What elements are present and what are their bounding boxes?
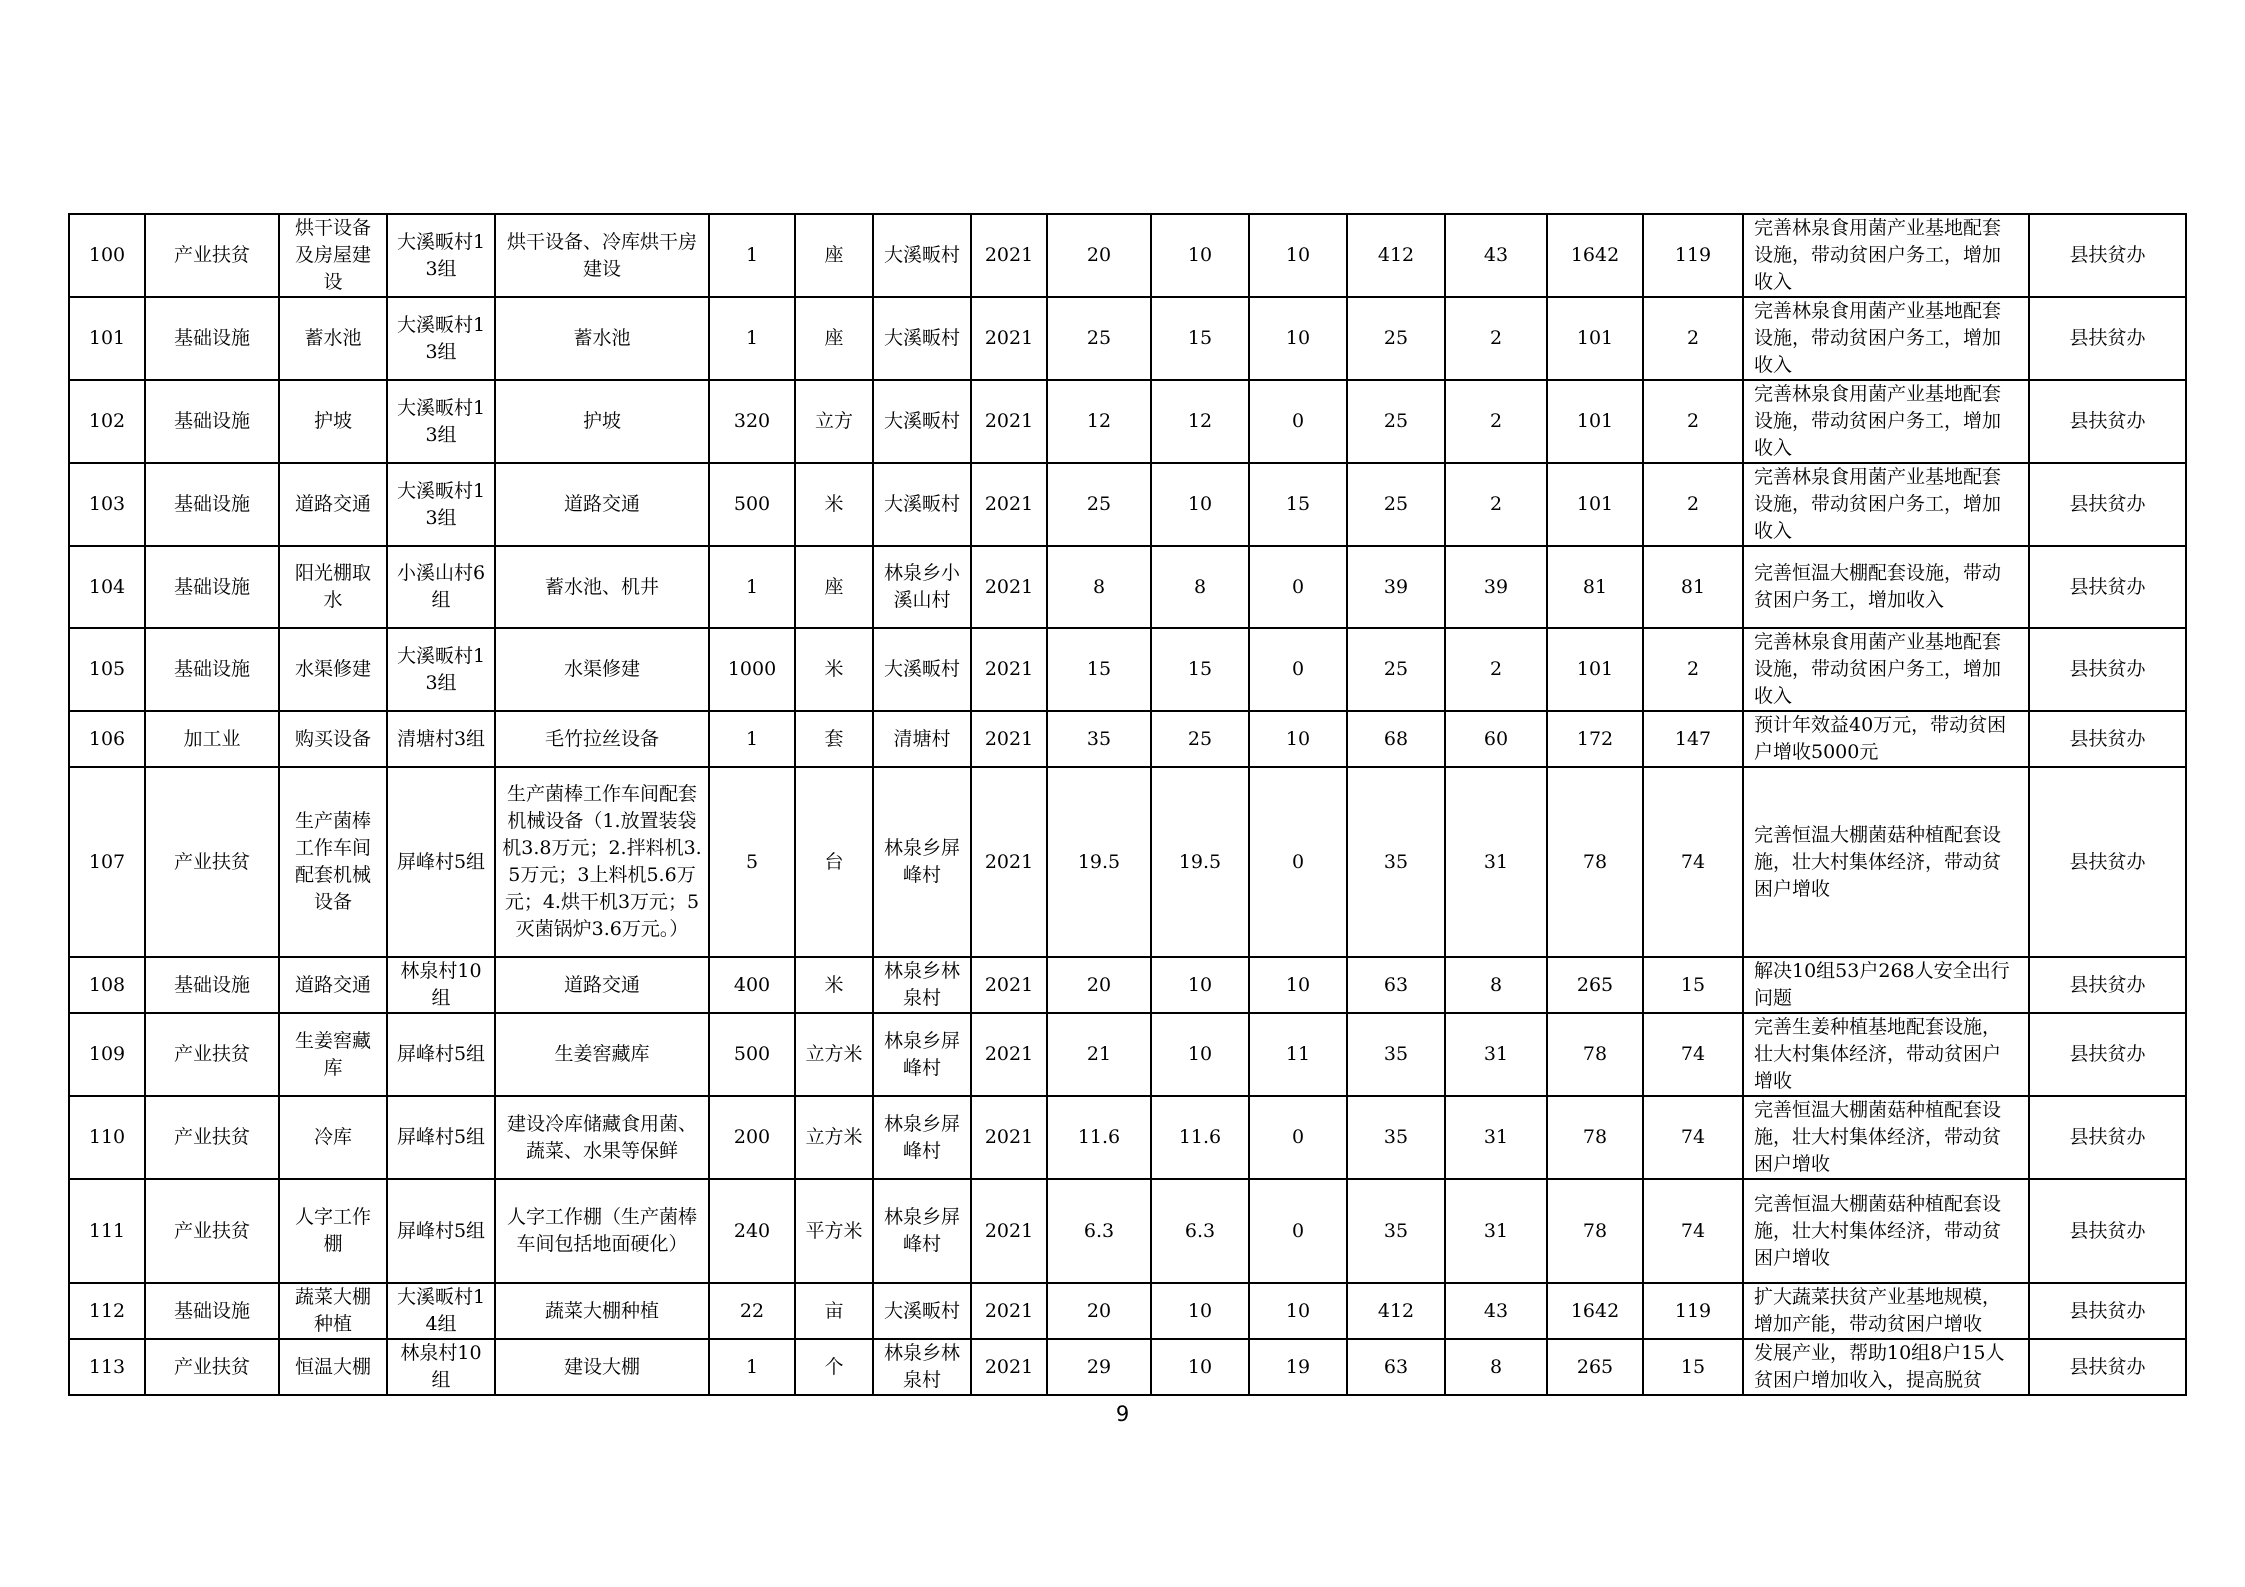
cell-unit: 平方米 [795,1179,873,1283]
cell-year: 2021 [971,957,1047,1013]
cell-poor-population: 74 [1643,1179,1743,1283]
cell-fund-a: 10 [1151,1283,1249,1339]
cell-project-name: 人字工作棚 [279,1179,387,1283]
cell-year: 2021 [971,546,1047,628]
cell-implementation-site: 林泉乡屏峰村 [873,1179,971,1283]
cell-responsible-unit: 县扶贫办 [2029,711,2186,767]
cell-quantity: 1000 [709,628,795,711]
project-table [68,213,2187,1396]
cell-quantity: 240 [709,1179,795,1283]
cell-fund-a: 10 [1151,1013,1249,1096]
cell-beneficiary-households: 35 [1347,767,1445,957]
cell-beneficiary-population: 1642 [1547,1283,1643,1339]
cell-responsible-unit: 县扶贫办 [2029,628,2186,711]
cell-implementation-site: 林泉乡屏峰村 [873,767,971,957]
cell-responsible-unit: 县扶贫办 [2029,546,2186,628]
cell-fund-a: 25 [1151,711,1249,767]
cell-construction-content: 生姜窖藏库 [495,1013,709,1096]
cell-poor-population: 147 [1643,711,1743,767]
cell-year: 2021 [971,297,1047,380]
cell-benefit-mechanism: 完善林泉食用菌产业基地配套设施，带动贫困户务工，增加收入 [1743,463,2029,546]
cell-category: 产业扶贫 [145,767,279,957]
cell-responsible-unit: 县扶贫办 [2029,1179,2186,1283]
cell-project-no: 108 [69,957,145,1013]
cell-unit: 个 [795,1339,873,1395]
cell-implementation-site: 大溪畈村 [873,628,971,711]
cell-construction-content: 道路交通 [495,463,709,546]
cell-fund-b: 0 [1249,1179,1347,1283]
table-row [69,1013,2186,1096]
cell-responsible-unit: 县扶贫办 [2029,214,2186,297]
cell-fund-a: 10 [1151,1339,1249,1395]
cell-project-no: 101 [69,297,145,380]
cell-location: 屏峰村5组 [387,767,495,957]
cell-quantity: 1 [709,297,795,380]
cell-construction-content: 毛竹拉丝设备 [495,711,709,767]
cell-poor-households: 43 [1445,1283,1547,1339]
cell-project-no: 112 [69,1283,145,1339]
cell-poor-population: 74 [1643,767,1743,957]
cell-unit: 立方 [795,380,873,463]
table-row [69,380,2186,463]
table-row [69,1096,2186,1179]
cell-implementation-site: 大溪畈村 [873,297,971,380]
cell-implementation-site: 林泉乡林泉村 [873,957,971,1013]
cell-fund-a: 8 [1151,546,1249,628]
cell-poor-households: 43 [1445,214,1547,297]
cell-unit: 座 [795,297,873,380]
cell-benefit-mechanism: 完善恒温大棚配套设施，带动贫困户务工，增加收入 [1743,546,2029,628]
cell-implementation-site: 大溪畈村 [873,214,971,297]
cell-category: 产业扶贫 [145,1339,279,1395]
cell-project-name: 道路交通 [279,463,387,546]
cell-project-no: 111 [69,1179,145,1283]
table-row [69,1283,2186,1339]
cell-poor-households: 2 [1445,380,1547,463]
cell-benefit-mechanism: 完善恒温大棚菌菇种植配套设施，壮大村集体经济，带动贫困户增收 [1743,767,2029,957]
cell-project-no: 103 [69,463,145,546]
cell-project-no: 106 [69,711,145,767]
cell-poor-households: 2 [1445,628,1547,711]
table-row [69,628,2186,711]
cell-fund-a: 6.3 [1151,1179,1249,1283]
cell-year: 2021 [971,628,1047,711]
cell-project-no: 104 [69,546,145,628]
cell-implementation-site: 清塘村 [873,711,971,767]
cell-year: 2021 [971,1179,1047,1283]
cell-category: 产业扶贫 [145,1096,279,1179]
cell-category: 基础设施 [145,628,279,711]
cell-beneficiary-households: 25 [1347,297,1445,380]
cell-poor-population: 119 [1643,1283,1743,1339]
cell-location: 清塘村3组 [387,711,495,767]
cell-total-investment: 8 [1047,546,1151,628]
cell-poor-population: 2 [1643,463,1743,546]
cell-implementation-site: 林泉乡小溪山村 [873,546,971,628]
cell-quantity: 500 [709,1013,795,1096]
cell-total-investment: 20 [1047,1283,1151,1339]
cell-quantity: 200 [709,1096,795,1179]
cell-project-name: 恒温大棚 [279,1339,387,1395]
cell-poor-households: 8 [1445,957,1547,1013]
table-row [69,214,2186,297]
cell-category: 基础设施 [145,957,279,1013]
cell-beneficiary-population: 265 [1547,1339,1643,1395]
table-body [69,214,2186,1395]
cell-benefit-mechanism: 完善林泉食用菌产业基地配套设施，带动贫困户务工，增加收入 [1743,380,2029,463]
cell-unit: 套 [795,711,873,767]
cell-construction-content: 蓄水池 [495,297,709,380]
cell-responsible-unit: 县扶贫办 [2029,1096,2186,1179]
cell-beneficiary-population: 101 [1547,297,1643,380]
cell-construction-content: 道路交通 [495,957,709,1013]
cell-location: 大溪畈村13组 [387,214,495,297]
cell-quantity: 1 [709,214,795,297]
cell-location: 屏峰村5组 [387,1013,495,1096]
cell-category: 基础设施 [145,463,279,546]
cell-implementation-site: 林泉乡屏峰村 [873,1096,971,1179]
cell-poor-population: 2 [1643,628,1743,711]
cell-responsible-unit: 县扶贫办 [2029,463,2186,546]
cell-responsible-unit: 县扶贫办 [2029,1283,2186,1339]
cell-quantity: 5 [709,767,795,957]
cell-quantity: 500 [709,463,795,546]
cell-beneficiary-households: 25 [1347,628,1445,711]
cell-beneficiary-population: 101 [1547,380,1643,463]
cell-beneficiary-households: 68 [1347,711,1445,767]
cell-fund-b: 11 [1249,1013,1347,1096]
cell-total-investment: 20 [1047,957,1151,1013]
cell-poor-population: 119 [1643,214,1743,297]
cell-beneficiary-population: 265 [1547,957,1643,1013]
cell-beneficiary-households: 35 [1347,1179,1445,1283]
cell-total-investment: 15 [1047,628,1151,711]
cell-poor-population: 2 [1643,380,1743,463]
cell-poor-population: 74 [1643,1013,1743,1096]
cell-benefit-mechanism: 完善林泉食用菌产业基地配套设施，带动贫困户务工，增加收入 [1743,214,2029,297]
cell-poor-population: 2 [1643,297,1743,380]
cell-construction-content: 烘干设备、冷库烘干房建设 [495,214,709,297]
cell-total-investment: 29 [1047,1339,1151,1395]
table-row [69,1179,2186,1283]
cell-unit: 座 [795,546,873,628]
cell-total-investment: 6.3 [1047,1179,1151,1283]
cell-fund-a: 10 [1151,214,1249,297]
cell-beneficiary-households: 25 [1347,380,1445,463]
cell-fund-b: 10 [1249,957,1347,1013]
cell-implementation-site: 大溪畈村 [873,380,971,463]
cell-project-no: 110 [69,1096,145,1179]
cell-construction-content: 蔬菜大棚种植 [495,1283,709,1339]
cell-benefit-mechanism: 完善生姜种植基地配套设施，壮大村集体经济，带动贫困户增收 [1743,1013,2029,1096]
cell-unit: 米 [795,463,873,546]
cell-location: 林泉村10组 [387,1339,495,1395]
cell-fund-b: 0 [1249,1096,1347,1179]
cell-construction-content: 护坡 [495,380,709,463]
cell-beneficiary-population: 1642 [1547,214,1643,297]
cell-beneficiary-households: 63 [1347,957,1445,1013]
cell-fund-a: 19.5 [1151,767,1249,957]
cell-total-investment: 35 [1047,711,1151,767]
cell-beneficiary-households: 35 [1347,1013,1445,1096]
cell-fund-b: 0 [1249,628,1347,711]
cell-project-name: 冷库 [279,1096,387,1179]
cell-fund-a: 15 [1151,628,1249,711]
cell-unit: 立方米 [795,1013,873,1096]
cell-total-investment: 25 [1047,297,1151,380]
cell-year: 2021 [971,767,1047,957]
cell-unit: 米 [795,957,873,1013]
cell-fund-b: 10 [1249,711,1347,767]
cell-construction-content: 人字工作棚（生产菌棒车间包括地面硬化） [495,1179,709,1283]
cell-construction-content: 建设冷库储藏食用菌、蔬菜、水果等保鲜 [495,1096,709,1179]
cell-fund-a: 15 [1151,297,1249,380]
cell-beneficiary-households: 63 [1347,1339,1445,1395]
cell-unit: 亩 [795,1283,873,1339]
cell-total-investment: 11.6 [1047,1096,1151,1179]
cell-total-investment: 12 [1047,380,1151,463]
cell-beneficiary-households: 412 [1347,1283,1445,1339]
cell-benefit-mechanism: 完善恒温大棚菌菇种植配套设施，壮大村集体经济，带动贫困户增收 [1743,1096,2029,1179]
cell-responsible-unit: 县扶贫办 [2029,767,2186,957]
cell-location: 小溪山村6组 [387,546,495,628]
cell-responsible-unit: 县扶贫办 [2029,1339,2186,1395]
cell-responsible-unit: 县扶贫办 [2029,957,2186,1013]
cell-poor-households: 31 [1445,767,1547,957]
cell-location: 屏峰村5组 [387,1096,495,1179]
cell-project-no: 102 [69,380,145,463]
cell-year: 2021 [971,1339,1047,1395]
cell-quantity: 1 [709,711,795,767]
cell-poor-households: 31 [1445,1096,1547,1179]
cell-poor-households: 2 [1445,463,1547,546]
cell-project-no: 100 [69,214,145,297]
table-row [69,767,2186,957]
cell-poor-population: 15 [1643,957,1743,1013]
cell-fund-b: 10 [1249,1283,1347,1339]
cell-unit: 米 [795,628,873,711]
cell-total-investment: 25 [1047,463,1151,546]
cell-construction-content: 建设大棚 [495,1339,709,1395]
table-row [69,297,2186,380]
cell-project-name: 购买设备 [279,711,387,767]
cell-total-investment: 21 [1047,1013,1151,1096]
cell-responsible-unit: 县扶贫办 [2029,380,2186,463]
cell-unit: 台 [795,767,873,957]
cell-poor-households: 31 [1445,1013,1547,1096]
cell-beneficiary-households: 35 [1347,1096,1445,1179]
cell-category: 产业扶贫 [145,1179,279,1283]
cell-fund-b: 15 [1249,463,1347,546]
cell-category: 加工业 [145,711,279,767]
cell-benefit-mechanism: 发展产业，帮助10组8户15人贫困户增加收入，提高脱贫 [1743,1339,2029,1395]
cell-fund-b: 10 [1249,297,1347,380]
cell-location: 大溪畈村13组 [387,463,495,546]
cell-category: 产业扶贫 [145,1013,279,1096]
cell-beneficiary-population: 78 [1547,1179,1643,1283]
cell-responsible-unit: 县扶贫办 [2029,1013,2186,1096]
table-row [69,463,2186,546]
cell-beneficiary-households: 25 [1347,463,1445,546]
table-row [69,1339,2186,1395]
cell-project-name: 护坡 [279,380,387,463]
cell-project-no: 109 [69,1013,145,1096]
cell-year: 2021 [971,1283,1047,1339]
cell-location: 大溪畈村13组 [387,380,495,463]
cell-beneficiary-population: 101 [1547,628,1643,711]
cell-responsible-unit: 县扶贫办 [2029,297,2186,380]
cell-beneficiary-households: 412 [1347,214,1445,297]
cell-construction-content: 生产菌棒工作车间配套机械设备（1.放置装袋机3.8万元；2.拌料机3.5万元；3上料机5.6万元；4.烘干机3万元；5灭菌锅炉3.6万元。） [495,767,709,957]
cell-benefit-mechanism: 完善恒温大棚菌菇种植配套设施，壮大村集体经济，带动贫困户增收 [1743,1179,2029,1283]
cell-benefit-mechanism: 扩大蔬菜扶贫产业基地规模，增加产能，带动贫困户增收 [1743,1283,2029,1339]
cell-project-name: 烘干设备及房屋建设 [279,214,387,297]
cell-year: 2021 [971,1013,1047,1096]
cell-benefit-mechanism: 完善林泉食用菌产业基地配套设施，带动贫困户务工，增加收入 [1743,628,2029,711]
cell-fund-b: 19 [1249,1339,1347,1395]
cell-location: 大溪畈村14组 [387,1283,495,1339]
cell-benefit-mechanism: 预计年效益40万元，带动贫困户增收5000元 [1743,711,2029,767]
cell-year: 2021 [971,1096,1047,1179]
table-row [69,957,2186,1013]
cell-fund-a: 10 [1151,957,1249,1013]
cell-poor-households: 2 [1445,297,1547,380]
cell-fund-b: 0 [1249,546,1347,628]
cell-location: 屏峰村5组 [387,1179,495,1283]
cell-construction-content: 蓄水池、机井 [495,546,709,628]
cell-category: 基础设施 [145,546,279,628]
cell-year: 2021 [971,463,1047,546]
cell-project-name: 蔬菜大棚种植 [279,1283,387,1339]
cell-category: 基础设施 [145,380,279,463]
cell-beneficiary-population: 172 [1547,711,1643,767]
cell-quantity: 1 [709,546,795,628]
cell-benefit-mechanism: 完善林泉食用菌产业基地配套设施，带动贫困户务工，增加收入 [1743,297,2029,380]
cell-fund-b: 0 [1249,380,1347,463]
cell-project-name: 道路交通 [279,957,387,1013]
cell-quantity: 320 [709,380,795,463]
cell-beneficiary-population: 81 [1547,546,1643,628]
cell-beneficiary-population: 78 [1547,1096,1643,1179]
cell-implementation-site: 大溪畈村 [873,463,971,546]
cell-project-no: 113 [69,1339,145,1395]
cell-project-name: 水渠修建 [279,628,387,711]
cell-construction-content: 水渠修建 [495,628,709,711]
cell-poor-households: 31 [1445,1179,1547,1283]
cell-beneficiary-population: 101 [1547,463,1643,546]
table-row [69,546,2186,628]
cell-poor-population: 81 [1643,546,1743,628]
cell-quantity: 1 [709,1339,795,1395]
cell-location: 大溪畈村13组 [387,628,495,711]
cell-project-no: 105 [69,628,145,711]
cell-beneficiary-population: 78 [1547,1013,1643,1096]
cell-location: 林泉村10组 [387,957,495,1013]
cell-category: 基础设施 [145,1283,279,1339]
cell-implementation-site: 大溪畈村 [873,1283,971,1339]
cell-poor-population: 74 [1643,1096,1743,1179]
cell-benefit-mechanism: 解决10组53户268人安全出行问题 [1743,957,2029,1013]
cell-project-name: 阳光棚取水 [279,546,387,628]
cell-total-investment: 19.5 [1047,767,1151,957]
cell-year: 2021 [971,711,1047,767]
cell-location: 大溪畈村13组 [387,297,495,380]
cell-project-name: 蓄水池 [279,297,387,380]
cell-year: 2021 [971,214,1047,297]
cell-fund-a: 10 [1151,463,1249,546]
cell-poor-population: 15 [1643,1339,1743,1395]
cell-total-investment: 20 [1047,214,1151,297]
cell-poor-households: 60 [1445,711,1547,767]
cell-beneficiary-households: 39 [1347,546,1445,628]
cell-project-name: 生产菌棒工作车间配套机械设备 [279,767,387,957]
cell-project-no: 107 [69,767,145,957]
cell-project-name: 生姜窖藏库 [279,1013,387,1096]
cell-implementation-site: 林泉乡林泉村 [873,1339,971,1395]
table-row [69,711,2186,767]
cell-fund-a: 11.6 [1151,1096,1249,1179]
cell-implementation-site: 林泉乡屏峰村 [873,1013,971,1096]
cell-unit: 座 [795,214,873,297]
cell-poor-households: 39 [1445,546,1547,628]
page-number: 9 [1115,1402,1130,1426]
cell-category: 基础设施 [145,297,279,380]
cell-category: 产业扶贫 [145,214,279,297]
cell-fund-a: 12 [1151,380,1249,463]
cell-year: 2021 [971,380,1047,463]
cell-beneficiary-population: 78 [1547,767,1643,957]
cell-quantity: 22 [709,1283,795,1339]
cell-quantity: 400 [709,957,795,1013]
cell-fund-b: 10 [1249,214,1347,297]
cell-poor-households: 8 [1445,1339,1547,1395]
cell-unit: 立方米 [795,1096,873,1179]
cell-fund-b: 0 [1249,767,1347,957]
